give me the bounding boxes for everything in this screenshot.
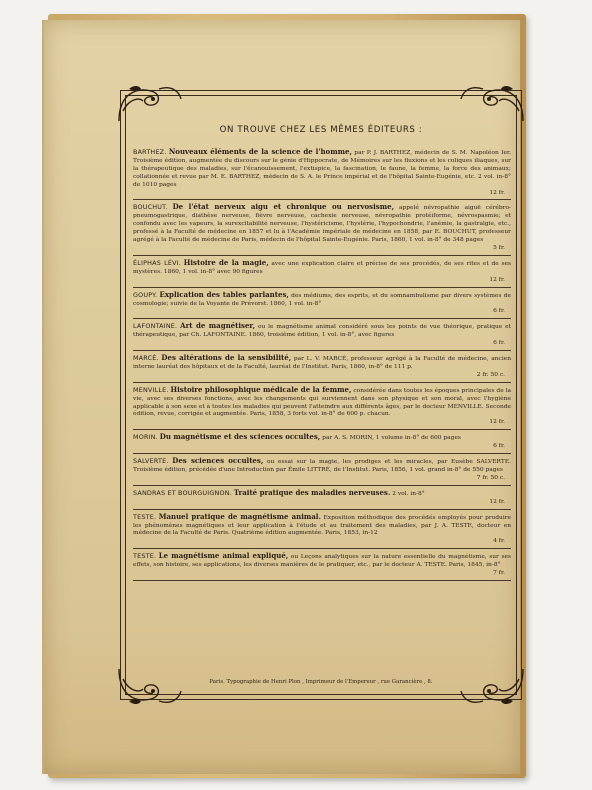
catalog-entry (133, 147, 511, 200)
catalog-entry (133, 202, 511, 255)
printer-imprint: Paris. Typographie de Henri Plon , Imprimeur de l'Empereur , rue Garancière , 8. (209, 679, 433, 685)
entry-author: TESTE. (133, 552, 157, 561)
entry-price: 6 fr. (493, 443, 505, 450)
catalog-entry-list (133, 147, 511, 583)
corner-ornament-bottom-right-icon (457, 665, 527, 709)
catalog-entry (133, 321, 511, 351)
catalog-entry (133, 353, 511, 383)
entry-description: par P. J. BARTHEZ, médecin de S. M. Napoléon Ier. Troisième édition, augmentée du discours sur le génie d'Hippocrate, de Mémoires sur les fluxions et les coliques iliaques, sur la thérapeutique des maladies, sur l'écanouissement, l'extispice, la fascination, le faune, la femme, la force des animaux; collationnée et revue par M. E. BARTHEZ, médecin de S. A. le Prince impérial et de l'hôpital Sainte-Eugénie, etc. 2 vol. in-8° de 1010 pages (133, 150, 511, 188)
entry-price: 4 fr. (493, 538, 505, 545)
entry-title: Des sciences occultes, (172, 456, 264, 466)
entry-title: Traité pratique des maladies nerveuses. (233, 487, 391, 497)
catalog-entry (133, 385, 511, 431)
entry-author: MARCÉ. (133, 354, 159, 363)
entry-title: Manuel pratique de magnétisme animal. (158, 511, 321, 521)
entry-title: De l'état nerveux aigu et chronique ou nervosisme, (172, 202, 395, 212)
catalog-entry (133, 432, 511, 454)
entry-title: Des altérations de la sensibilité, (161, 353, 292, 363)
entry-description: par L. V. MARCÉ, professeur agrégé à la Faculté de médecine, ancien interne lauréat des hôpitaux et de la Faculté, lauréat de l'Institut. Paris, 1860, in-8° de 111 p. (133, 356, 511, 370)
entry-title: Explication des tables parlantes, (159, 289, 289, 299)
entry-title: Histoire de la magie, (183, 257, 269, 267)
entry-description: ou Leçons analytiques sur la nature essentielle du magnétisme, sur ses effets, son histoire, ses applications, les diverses manières de le pratiquer, etc., par le docteur A. TESTE. Paris, 1845, in-8° (133, 554, 511, 569)
catalog-entry (133, 551, 511, 581)
entry-title: Du magnétisme et des sciences occultes, (159, 432, 321, 442)
entry-description: ou le magnétisme animal considéré sous les points de vue théorique, pratique et thérapeutique, par Ch. LAFONTAINE. 1860, troisième édition, 1 vol. in-8°, avec figures (133, 324, 512, 339)
entry-title: Le magnétisme animal expliqué, (158, 551, 289, 561)
entry-price: 12 fr. (489, 419, 505, 426)
entry-price: 7 fr. (493, 570, 505, 577)
entry-author: BARTHEZ. (133, 148, 167, 156)
entry-author: MORIN. (133, 433, 158, 442)
entry-description: Exposition méthodique des procédés employés pour produire les phénomènes magnétiques et leur application à l'étude et au traitement des maladies, par J. A. TESTE, docteur en médecine de la Faculté de Paris. Quatrième édition augmentée. Paris, 1853, in-12 (133, 514, 512, 537)
entry-price: 12 fr. (489, 498, 505, 505)
entry-author: ÉLIPHAS LÉVI. (133, 258, 181, 267)
catalog-entry (133, 512, 511, 550)
entry-price: 6 fr. (493, 308, 505, 315)
catalog-heading: ON TROUVE CHEZ LES MÊMES ÉDITEURS : (219, 125, 423, 135)
catalog-entry (133, 488, 511, 510)
book-back-cover (42, 20, 520, 774)
corner-ornament-top-right-icon (457, 81, 527, 125)
entry-description: appelé névropathie aiguë cérébro-pneumogastrique, diathèse nerveuse, fièvre nerveuse, cachexie nerveuse, névropathie protéiforme, névrospasmie; et confondu avec les vapeurs, la surexcitabilité nerveuse, l'hystéricisme, l'hystérie, l'hypochondrie, l'anémie, la gastralgie, etc., professé à la Faculté de médecine en 1857 et lu à l'Académie impériale de médecine en 1858, par E. BOUCHUT, professeur agrégé à la Faculté de médecine de Paris, médecin de l'hôpital Sainte-Eugénie. Paris, 1860, 1 vol. in-8° de 348 pages (133, 205, 512, 244)
entry-author: GOUPY. (133, 290, 158, 299)
catalog-entry (133, 456, 511, 486)
corner-ornament-bottom-left-icon (115, 665, 185, 709)
entry-author: LAFONTAINE. (133, 322, 178, 331)
entry-title: Nouveaux éléments de la science de l'homme, (168, 147, 352, 156)
entry-price: 7 fr. 50 c. (476, 474, 505, 481)
entry-author: SALVERTE. (133, 457, 169, 466)
entry-price: 12 fr. (489, 276, 505, 283)
entry-description: ou essai sur la magie, les prodiges et les miracles, par Eusèbe SALVERTE. Troisième édition, précédée d'une Introduction par Émile LITTRÉ, de l'Institut. Paris, 1856, 1 vol. grand in-8° de 550 pages (133, 459, 511, 473)
catalog-entry (133, 258, 511, 288)
entry-description: 2 vol. in-8° (392, 490, 425, 497)
entry-description: considérée dans toutes les époques principales de la vie, avec ses diverses fonctions, avec les changements qui surviennent dans son physique et son moral, avec l'hygiène applicable à son sexe et à toutes les maladies qui peuvent l'atteindre aux différents âges, par le docteur MENVILLE. Seconde édition, revue, corrigée et augmentée. Paris, 1858, 3 forts vol. in-8° de 600 p. chacun. (133, 387, 511, 418)
entry-description: des médiums, des esprits, et du somnambulisme par divers systèmes de cosmologie; suivie de la Voyante de Prévorst. 1860, 1 vol. in-8° (133, 292, 512, 307)
entry-description: par A. S. MORIN, 1 volume in-8° de 600 pages (322, 435, 461, 442)
entry-title: Art de magnétiser, (180, 321, 256, 331)
entry-author: SANDRAS ET BOURGUIGNON. (133, 488, 232, 497)
corner-ornament-top-left-icon (115, 81, 185, 125)
entry-description: avec une explication claire et précise de ses procédés, de ses rites et de ses mystères. 1860, 1 vol. in-8° avec 90 figures (133, 260, 512, 275)
ornamental-frame (120, 90, 522, 700)
entry-author: TESTE. (133, 512, 157, 521)
entry-title: Histoire philosophique médicale de la femme, (170, 384, 352, 394)
entry-price: 6 fr. (493, 340, 505, 347)
entry-price: 12 fr. (489, 189, 505, 196)
entry-price: 2 fr. 50 c. (476, 371, 505, 378)
entry-author: MENVILLE. (133, 385, 169, 394)
catalog-entry (133, 290, 511, 320)
entry-author: BOUCHUT. (133, 203, 168, 212)
entry-price: 5 fr. (493, 244, 505, 251)
